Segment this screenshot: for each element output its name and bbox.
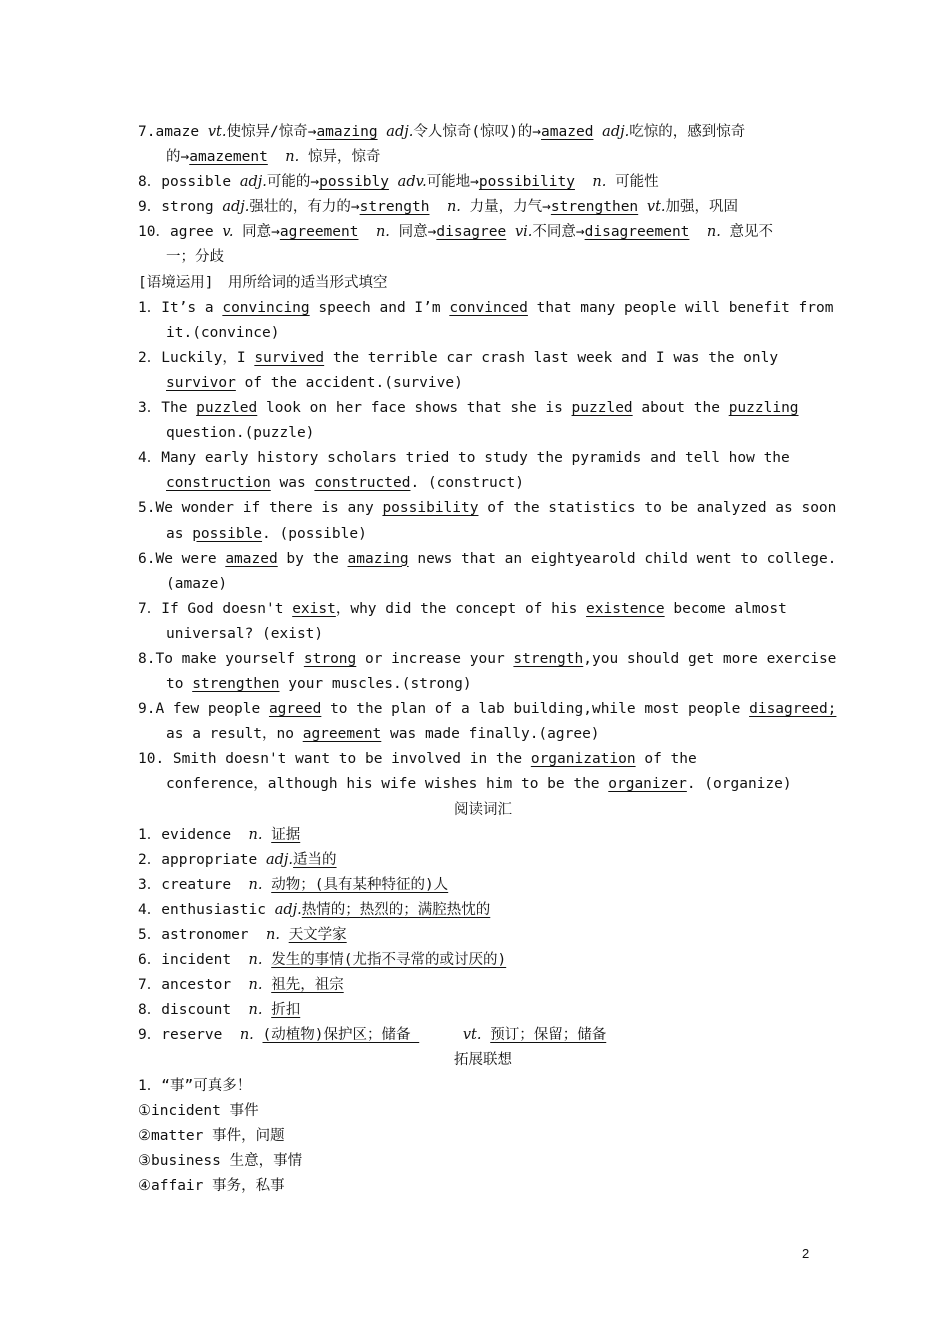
answer-blank: existence bbox=[586, 600, 665, 617]
text-segment: 9．reserve bbox=[138, 1027, 240, 1044]
reading-vocab-section bbox=[138, 823, 828, 1049]
text-segment: 同意→ bbox=[389, 224, 437, 241]
text-segment: 令人惊奇(惊叹)的→ bbox=[413, 124, 542, 140]
text-segment: 使惊异/惊奇→ bbox=[226, 124, 317, 140]
text-segment: was bbox=[270, 475, 315, 492]
answer-blank: 预订；保留；储备 bbox=[490, 1027, 607, 1044]
answer-blank: agreement bbox=[302, 726, 382, 743]
text-segment: of the accident.(survive) bbox=[235, 374, 463, 391]
expand-item bbox=[138, 1174, 828, 1199]
exercise-line bbox=[138, 446, 828, 471]
part-of-speech: n. bbox=[248, 952, 263, 969]
text-segment bbox=[593, 124, 602, 140]
part-of-speech: adj. bbox=[386, 124, 414, 140]
part-of-speech: n. bbox=[248, 876, 263, 893]
exercise-line-cont bbox=[138, 421, 828, 446]
answer-blank: convincing bbox=[222, 299, 310, 316]
answer-blank: amazement bbox=[189, 149, 268, 166]
part-of-speech: vt. bbox=[646, 199, 666, 216]
answer-blank: amazing bbox=[316, 124, 378, 140]
text-segment: 1．evidence bbox=[138, 826, 249, 843]
exercise-line-cont bbox=[138, 321, 828, 346]
exercise-line bbox=[138, 346, 828, 371]
text-segment: ①incident 事件 bbox=[138, 1102, 259, 1119]
part-of-speech: adj. bbox=[602, 124, 630, 140]
reading-vocab-item bbox=[138, 873, 828, 898]
text-segment bbox=[689, 224, 706, 240]
exercise-line bbox=[138, 747, 828, 772]
text-segment bbox=[482, 1027, 491, 1043]
reading-vocab-item bbox=[138, 923, 828, 948]
part-of-speech: n. bbox=[239, 1027, 254, 1044]
text-segment bbox=[575, 174, 592, 190]
answer-blank: puzzled bbox=[571, 400, 633, 417]
exercise-line-cont bbox=[138, 572, 828, 597]
text-segment: 4．enthusiastic bbox=[138, 901, 275, 918]
text-segment: that many people will benefit from bbox=[527, 299, 834, 316]
answer-blank: 祖先，祖宗 bbox=[271, 977, 344, 994]
part-of-speech: v. bbox=[222, 224, 234, 241]
text-segment bbox=[262, 827, 271, 843]
text-segment: 可能性 bbox=[606, 174, 659, 191]
answer-blank: (动植物)保护区；储备 bbox=[262, 1027, 420, 1044]
expand-item bbox=[138, 1074, 828, 1099]
text-segment bbox=[262, 952, 271, 968]
reading-heading: 阅读词汇 bbox=[454, 801, 512, 818]
exercise-line bbox=[138, 647, 837, 672]
answer-blank: possibility bbox=[382, 500, 479, 517]
part-of-speech: adj. bbox=[274, 901, 302, 918]
text-segment: 2．Luckily，I bbox=[138, 349, 255, 366]
answer-blank: disagree bbox=[436, 224, 507, 241]
vocab-form-line bbox=[138, 220, 828, 245]
text-segment: 8．possible bbox=[138, 174, 240, 191]
text-segment bbox=[262, 1002, 271, 1018]
exercise-line bbox=[138, 496, 837, 521]
text-segment bbox=[378, 124, 387, 140]
reading-vocab-item bbox=[138, 848, 828, 873]
text-segment bbox=[268, 149, 285, 165]
text-segment: 强壮的，有力的→ bbox=[249, 199, 360, 216]
answer-blank: strong bbox=[303, 650, 357, 667]
text-segment: 可能地→ bbox=[426, 174, 479, 191]
text-segment: question.(puzzle) bbox=[166, 425, 315, 442]
text-segment bbox=[358, 224, 375, 240]
expand-item bbox=[138, 1149, 828, 1174]
exercise-line-cont bbox=[138, 522, 828, 547]
expand-item bbox=[138, 1124, 828, 1149]
text-segment bbox=[262, 877, 271, 893]
text-segment bbox=[419, 1027, 463, 1043]
answer-blank: 折扣 bbox=[271, 1002, 301, 1019]
answer-blank: 热情的；热烈的；满腔热忱的 bbox=[301, 901, 491, 918]
text-segment: ④affair 事务，私事 bbox=[138, 1177, 285, 1194]
vocab-form-line bbox=[138, 120, 828, 145]
text-segment: it.(convince) bbox=[166, 324, 280, 341]
text-segment: 1．“事”可真多！ bbox=[138, 1077, 252, 1094]
text-segment: look on her face shows that she is bbox=[257, 400, 572, 417]
part-of-speech: vt. bbox=[462, 1027, 482, 1044]
exercise-line-cont bbox=[138, 722, 828, 747]
exercise-line bbox=[138, 396, 828, 421]
answer-blank: puzzling bbox=[728, 400, 799, 417]
text-segment: your muscles.(strong) bbox=[279, 676, 472, 693]
text-segment: 4．Many early history scholars tried to study the pyramids and tell how the bbox=[138, 450, 790, 467]
text-segment: ③business 生意，事情 bbox=[138, 1152, 303, 1169]
part-of-speech: adj. bbox=[239, 174, 267, 191]
text-segment: speech and I’m bbox=[309, 299, 450, 316]
text-segment: 1．It’s a bbox=[138, 299, 223, 316]
vocab-forms-section bbox=[138, 120, 828, 271]
exercise-line-cont bbox=[138, 672, 828, 697]
text-segment: as bbox=[166, 525, 193, 542]
answer-blank: agreed bbox=[268, 701, 322, 718]
text-segment: 不同意→ bbox=[532, 224, 585, 241]
text-segment: 的→ bbox=[166, 149, 190, 166]
reading-vocab-item bbox=[138, 998, 828, 1023]
part-of-speech: n. bbox=[706, 224, 721, 241]
text-segment bbox=[262, 977, 271, 993]
part-of-speech: vt. bbox=[207, 124, 227, 140]
page-content bbox=[138, 120, 837, 1199]
reading-vocab-item bbox=[138, 973, 828, 998]
reading-vocab-item bbox=[138, 898, 828, 923]
text-segment: (amaze) bbox=[166, 575, 228, 592]
answer-blank: 天文学家 bbox=[288, 927, 347, 943]
text-segment: was made finally.(agree) bbox=[381, 726, 600, 743]
text-segment: 意见不 bbox=[720, 224, 774, 241]
text-segment: 6．incident bbox=[138, 952, 249, 969]
part-of-speech: adv. bbox=[397, 174, 427, 191]
text-segment: or increase your bbox=[356, 650, 514, 667]
vocab-form-line-cont bbox=[138, 145, 828, 170]
vocab-form-line bbox=[138, 170, 828, 195]
text-segment: conference，although his wife wishes him to be the bbox=[166, 776, 609, 793]
answer-blank: 证据 bbox=[271, 826, 301, 843]
exercise-line bbox=[138, 597, 828, 622]
text-segment: . (construct) bbox=[410, 475, 524, 492]
answer-blank: strengthen bbox=[550, 199, 639, 216]
exercise-line bbox=[138, 296, 834, 321]
text-segment: . (possible) bbox=[262, 525, 367, 542]
reading-vocab-item bbox=[138, 948, 828, 973]
answer-blank: disagreement bbox=[584, 224, 690, 241]
answer-blank: possible bbox=[192, 525, 263, 542]
part-of-speech: vi. bbox=[514, 224, 533, 241]
text-segment: 5.We wonder if there is any bbox=[138, 500, 383, 517]
exercise-line bbox=[138, 697, 837, 722]
text-segment: 惊异，惊奇 bbox=[299, 149, 381, 166]
answer-blank: construction bbox=[166, 475, 271, 492]
answer-blank: puzzled bbox=[196, 400, 258, 417]
answer-blank: strength bbox=[359, 199, 430, 216]
part-of-speech: adj. bbox=[266, 851, 294, 868]
text-segment bbox=[429, 199, 446, 215]
expand-section bbox=[138, 1074, 828, 1199]
part-of-speech: n. bbox=[446, 199, 461, 216]
text-segment: to bbox=[166, 676, 193, 693]
text-segment: as a result，no bbox=[166, 726, 303, 743]
text-segment: 力量，力气→ bbox=[460, 199, 551, 216]
exercise-line-cont bbox=[138, 471, 828, 496]
text-segment: 10．agree bbox=[138, 224, 223, 241]
answer-blank: possibly bbox=[319, 174, 389, 191]
text-segment: become almost bbox=[664, 600, 787, 617]
text-segment bbox=[280, 927, 289, 943]
text-segment: 一；分歧 bbox=[166, 249, 224, 266]
context-heading: [语境运用] 用所给词的适当形式填空 bbox=[138, 274, 388, 291]
answer-blank: convinced bbox=[449, 299, 528, 316]
expand-item bbox=[138, 1099, 828, 1124]
text-segment: 6.We were bbox=[138, 550, 226, 567]
answer-blank: strength bbox=[513, 650, 584, 667]
text-segment: 2．appropriate bbox=[138, 851, 266, 868]
text-segment: 10. Smith doesn't want to be involved in the bbox=[138, 751, 531, 768]
expand-heading: 拓展联想 bbox=[454, 1052, 512, 1069]
text-segment: universal? (exist) bbox=[166, 625, 324, 642]
text-segment: about the bbox=[632, 400, 729, 417]
answer-blank: possibility bbox=[478, 174, 575, 191]
text-segment: ,you should get more exercise bbox=[583, 650, 837, 667]
exercises-section bbox=[138, 296, 837, 798]
text-segment bbox=[254, 1027, 263, 1043]
text-segment: 同意→ bbox=[233, 224, 280, 241]
text-segment bbox=[638, 199, 647, 215]
answer-blank: 动物；(具有某种特征的)人 bbox=[271, 876, 449, 893]
reading-vocab-item bbox=[138, 823, 828, 848]
text-segment: 8.To make yourself bbox=[138, 650, 304, 667]
text-segment: ②matter 事件，问题 bbox=[138, 1127, 285, 1144]
text-segment: 可能的→ bbox=[266, 174, 320, 191]
text-segment: 7.amaze bbox=[138, 124, 208, 140]
answer-blank: organization bbox=[530, 751, 636, 768]
answer-blank: survived bbox=[254, 349, 325, 366]
answer-blank: disagreed; bbox=[749, 701, 837, 718]
text-segment: 3．The bbox=[138, 400, 197, 417]
part-of-speech: n. bbox=[266, 927, 280, 943]
answer-blank: amazed bbox=[225, 550, 278, 567]
text-segment: news that an eightyearold child went to college. bbox=[408, 550, 837, 567]
exercise-line bbox=[138, 547, 837, 572]
part-of-speech: n. bbox=[285, 149, 300, 166]
answer-blank: exist bbox=[292, 600, 336, 617]
answer-blank: constructed bbox=[314, 475, 411, 492]
part-of-speech: n. bbox=[248, 1002, 263, 1019]
text-segment: 5．astronomer bbox=[138, 927, 266, 943]
exercise-line-cont bbox=[138, 371, 828, 396]
answer-blank: amazing bbox=[347, 550, 409, 567]
text-segment bbox=[506, 224, 515, 240]
text-segment: 加强，巩固 bbox=[665, 199, 739, 216]
answer-blank: amazed bbox=[541, 124, 594, 140]
text-segment: to the plan of a lab building,while most people bbox=[321, 701, 750, 718]
reading-vocab-item bbox=[138, 1023, 828, 1048]
answer-blank: strengthen bbox=[192, 676, 280, 693]
text-segment: 7．ancestor bbox=[138, 977, 249, 994]
answer-blank: agreement bbox=[279, 224, 359, 241]
text-segment: 9.A few people bbox=[138, 701, 269, 718]
vocab-form-line-cont bbox=[138, 245, 828, 270]
answer-blank: organizer bbox=[608, 776, 687, 793]
answer-blank: survivor bbox=[166, 374, 236, 391]
part-of-speech: n. bbox=[248, 977, 263, 994]
text-segment bbox=[389, 174, 398, 190]
vocab-form-line bbox=[138, 195, 828, 220]
part-of-speech: n. bbox=[592, 174, 607, 191]
text-segment: 3．creature bbox=[138, 876, 249, 893]
text-segment: of the bbox=[635, 751, 697, 768]
exercise-line-cont bbox=[138, 622, 828, 647]
part-of-speech: adj. bbox=[222, 199, 250, 216]
page-number: 2 bbox=[802, 1246, 810, 1261]
part-of-speech: n. bbox=[248, 826, 263, 843]
text-segment: 7．If God doesn't bbox=[138, 600, 293, 617]
text-segment: . (organize) bbox=[686, 776, 792, 793]
text-segment: of the statistics to be analyzed as soon bbox=[478, 500, 837, 517]
text-segment: the terrible car crash last week and I was the only bbox=[324, 349, 779, 366]
part-of-speech: n. bbox=[375, 224, 390, 241]
text-segment: 吃惊的，感到惊奇 bbox=[629, 124, 746, 140]
text-segment: by the bbox=[277, 550, 348, 567]
text-segment: ，why did the concept of his bbox=[335, 600, 587, 617]
text-segment: 9．strong bbox=[138, 199, 223, 216]
text-segment: 8．discount bbox=[138, 1002, 249, 1019]
answer-blank: 发生的事情(尤指不寻常的或讨厌的) bbox=[271, 952, 507, 969]
exercise-line-cont bbox=[138, 772, 828, 797]
answer-blank: 适当的 bbox=[293, 851, 337, 868]
